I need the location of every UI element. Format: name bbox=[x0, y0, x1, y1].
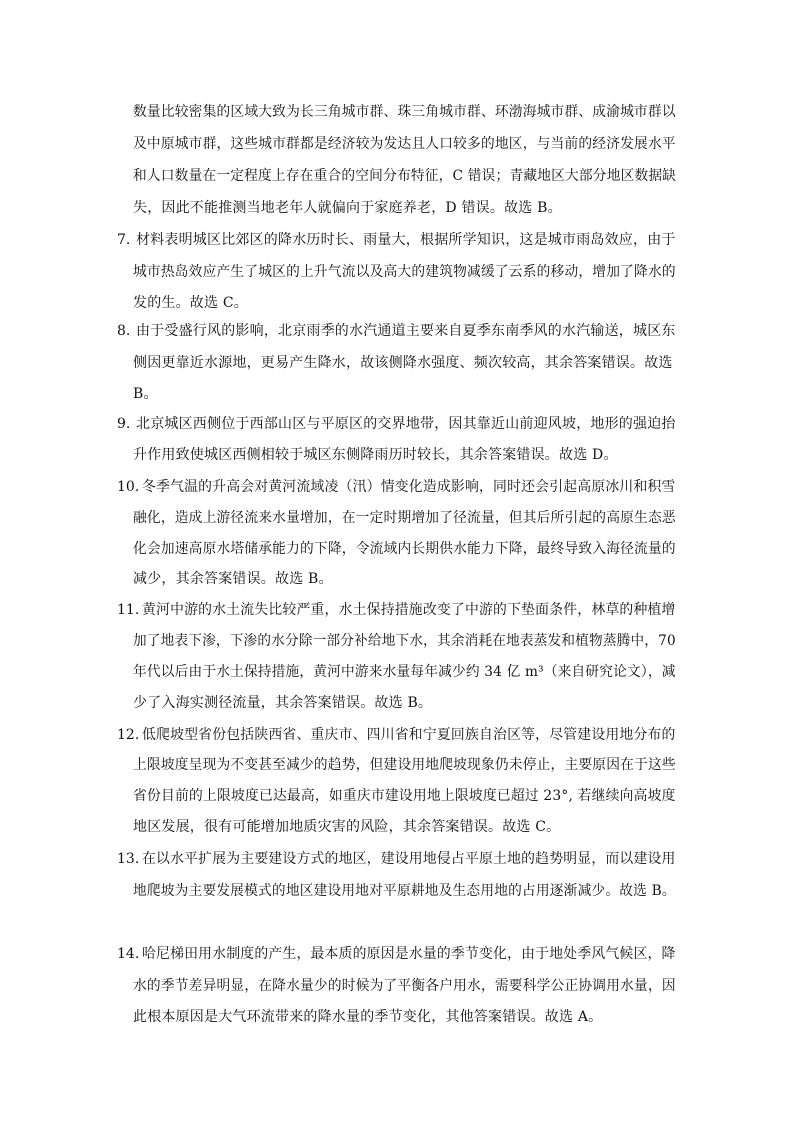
text-line: 加了地表下渗，下渗的水分除一部分补给地下水，其余消耗在地表蒸发和植物蒸腾中，70 bbox=[133, 633, 676, 649]
text-line: 年代以后由于水土保持措施，黄河中游来水量每年减少约 34 亿 m³（来自研究论文），减 bbox=[133, 664, 676, 680]
text-line: 冬季气温的升高会对黄河流域凌（汛）情变化造成影响，同时还会引起高原冰川和积雪 bbox=[142, 479, 676, 495]
text-line: 哈尼梯田用水制度的产生，最本质的原因是水量的季节变化，由于地处季风气候区，降 bbox=[142, 946, 676, 962]
text-line: 材料表明城区比郊区的降水历时长、雨量大，根据所学知识，这是城市雨岛效应，由于 bbox=[136, 232, 676, 248]
text-line: 在以水平扩展为主要建设方式的地区，建设用地侵占平原土地的趋势明显，而以建设用 bbox=[142, 851, 676, 867]
item-number: 14. bbox=[117, 946, 140, 962]
text-line: 地区发展，很有可能增加地质灾害的风险，其余答案错误。故选 C。 bbox=[133, 819, 561, 835]
text-line: 化会加速高原水塔储承能力的下降，令流域内长期供水能力下降，最终导致入海径流量的 bbox=[133, 541, 676, 557]
text-line: 侧因更靠近水源地，更易产生降水，故该侧降水强度、频次较高，其余答案错误。故选 bbox=[133, 355, 673, 371]
item-number: 9. bbox=[117, 416, 131, 432]
item-number: 13. bbox=[117, 851, 140, 867]
text-line: 北京城区西侧位于西部山区与平原区的交界地带，因其靠近山前迎风坡，地形的强迫抬 bbox=[136, 416, 676, 432]
item-number: 12. bbox=[117, 727, 140, 743]
text-line: 减少，其余答案错误。故选 B。 bbox=[133, 571, 333, 587]
text-line: 低爬坡型省份包括陕西省、重庆市、四川省和宁夏回族自治区等，尽管建设用地分布的 bbox=[142, 727, 676, 743]
text-line: 此根本原因是大气环流带来的降水量的季节变化，其他答案错误。故选 A。 bbox=[133, 1009, 603, 1025]
text-line: 上限坡度呈现为不变甚至减少的趋势，但建设用地爬坡现象仍未停止，主要原因在于这些 bbox=[133, 757, 676, 773]
text-line: 水的季节差异明显，在降水量少的时候为了平衡各户用水，需要科学公正协调用水量，因 bbox=[133, 978, 676, 994]
text-line: 省份目前的上限坡度已达最高，如重庆市建设用地上限坡度已超过 23°, 若继续向高坡度 bbox=[133, 788, 676, 804]
text-line: 融化，造成上游径流来水量增加，在一定时期增加了径流量，但其后所引起的高原生态恶 bbox=[133, 510, 676, 526]
text-line: 黄河中游的水土流失比较严重，水土保持措施改变了中游的下垫面条件，林草的种植增 bbox=[142, 602, 676, 618]
text-line: 发的生。故选 C。 bbox=[133, 295, 248, 311]
text-line: 升作用致使城区西侧相较于城区东侧降雨历时较长，其余答案错误。故选 D。 bbox=[133, 447, 618, 463]
text-line: 地爬坡为主要发展模式的地区建设用地对平原耕地及生态用地的占用逐渐减少。故选 B。 bbox=[133, 883, 676, 899]
text-line: 失，因此不能推测当地老年人就偏向于家庭养老，D 错误。故选 B。 bbox=[133, 200, 562, 216]
text-line: 和人口数量在一定程度上存在重合的空间分布特征，C 错误；青藏地区大部分地区数据缺 bbox=[133, 168, 677, 184]
item-number: 10. bbox=[117, 479, 140, 495]
text-line: 数量比较密集的区域大致为长三角城市群、珠三角城市群、环渤海城市群、成渝城市群以 bbox=[133, 104, 676, 120]
item-number: 7. bbox=[117, 232, 131, 248]
text-line: 及中原城市群，这些城市群都是经济较为发达且人口较多的地区，与当前的经济发展水平 bbox=[133, 136, 676, 152]
text-line: B。 bbox=[133, 386, 158, 402]
text-line: 城市热岛效应产生了城区的上升气流以及高大的建筑物减缓了云系的移动，增加了降水的 bbox=[133, 264, 676, 280]
item-number: 11. bbox=[117, 602, 140, 618]
text-line: 少了入海实测径流量，其余答案错误。故选 B。 bbox=[133, 695, 433, 711]
text-line: 由于受盛行风的影响，北京雨季的水汽通道主要来自夏季东南季风的水汽输送，城区东 bbox=[136, 323, 676, 339]
item-number: 8. bbox=[117, 323, 131, 339]
